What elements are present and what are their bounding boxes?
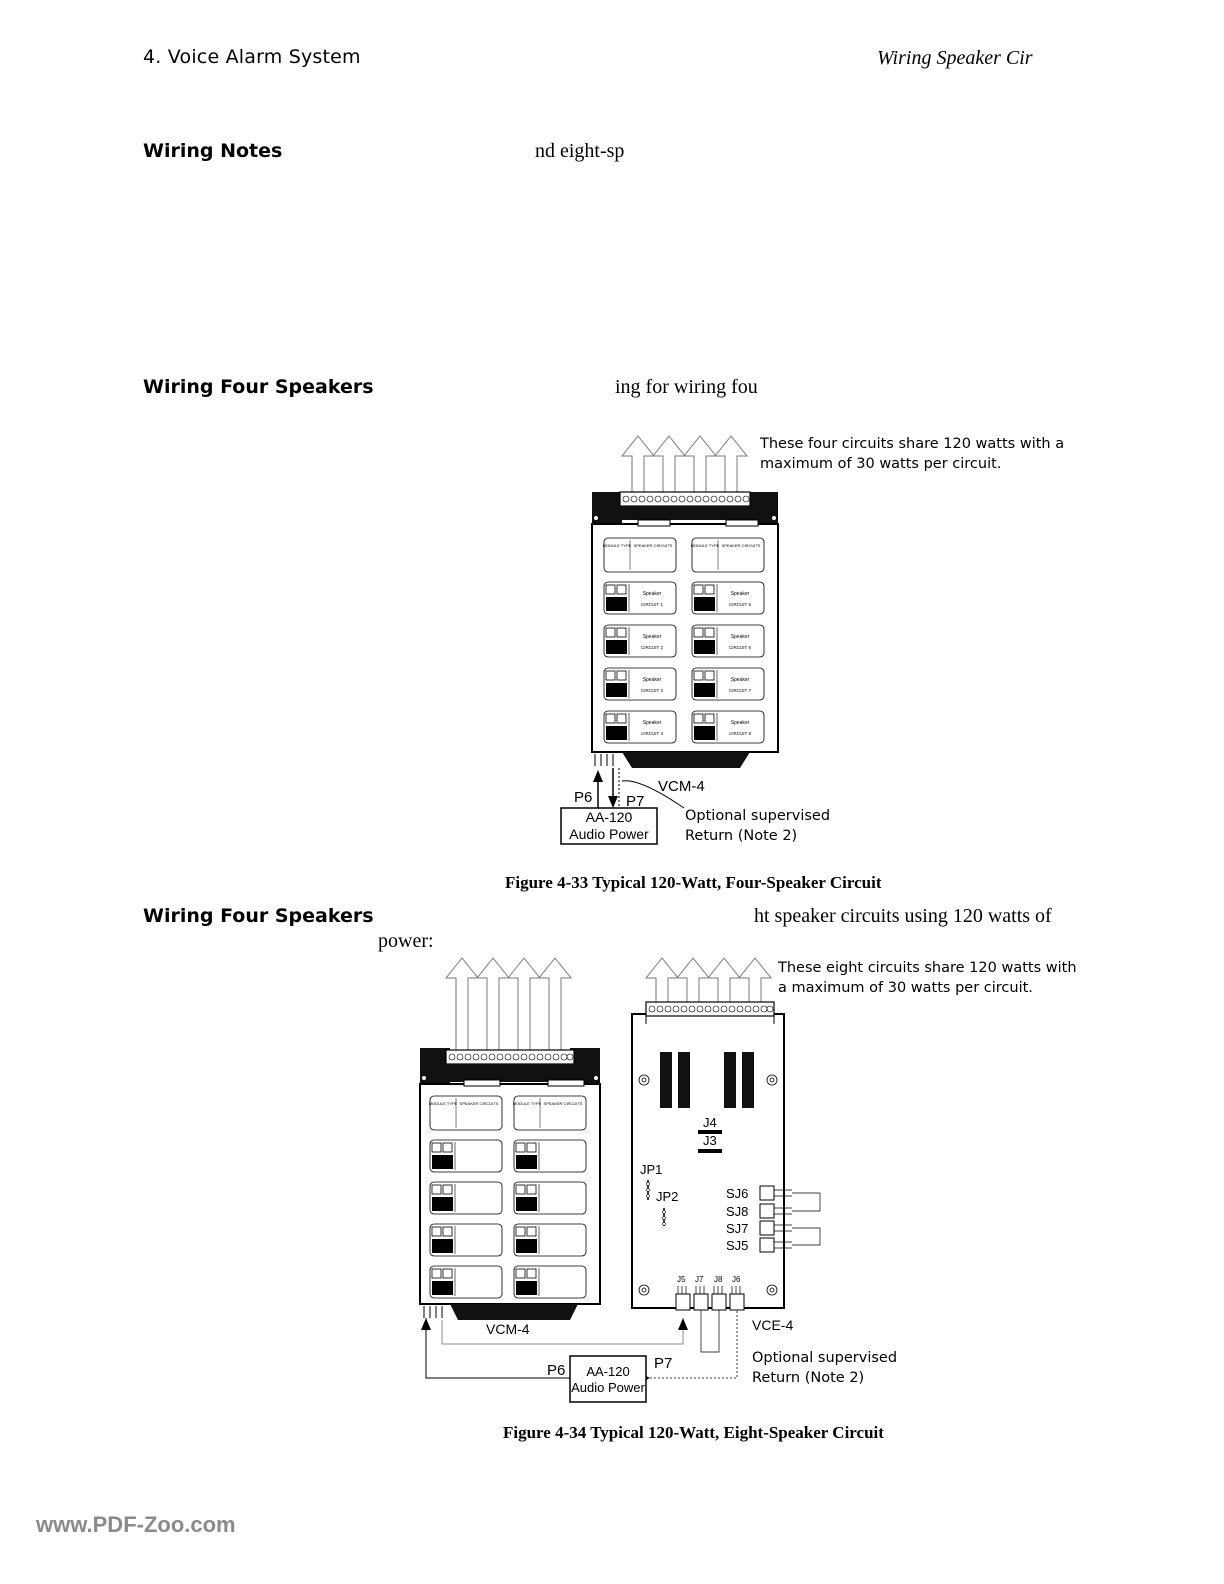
f34-circuit-card-3 bbox=[430, 1224, 502, 1256]
figure-4-34-caption: Figure 4-34 Typical 120-Watt, Eight-Speaker Circuit bbox=[503, 1423, 884, 1442]
figure-4-34-diagram bbox=[410, 952, 870, 1404]
figure-33-return-line-2: Return (Note 2) bbox=[685, 828, 798, 844]
socket-sj5-label: SJ5 bbox=[726, 1238, 749, 1253]
f33-circuit-text-2: CIRCUIT 2 bbox=[641, 645, 663, 650]
card-header-module-type-left: MODULE TYPE bbox=[602, 543, 632, 548]
power-supply-sublabel-f33: Audio Power bbox=[569, 826, 649, 842]
section-heading-wiring-four-speakers: Wiring Four Speakers bbox=[143, 376, 374, 398]
f34-circuit-card-6 bbox=[514, 1182, 586, 1214]
f33-circuit-card-1 bbox=[604, 582, 676, 614]
f33-circuit-text-6: CIRCUIT 6 bbox=[729, 645, 751, 650]
f33-circuit-card-5 bbox=[692, 582, 764, 614]
connector-j8-label: J8 bbox=[714, 1275, 723, 1284]
socket-sj6-label: SJ6 bbox=[726, 1186, 749, 1201]
section-text-wiring-eight-speakers-cont: power: bbox=[378, 930, 434, 952]
jumper-jp2-label: JP2 bbox=[656, 1189, 679, 1204]
connector-j5-label: J5 bbox=[677, 1275, 686, 1284]
power-supply-label-f34: AA-120 bbox=[586, 1364, 630, 1379]
card-header-module-type-right: MODULE TYPE bbox=[690, 543, 720, 548]
vcm4-card-header-module-type-right: MODULE TYPE bbox=[512, 1101, 542, 1106]
f33-circuit-text-3: CIRCUIT 3 bbox=[641, 688, 663, 693]
section-text-wiring-four-speakers: ing for wiring fou bbox=[615, 376, 758, 398]
vcm4-card-header-speaker-circuits-left: SPEAKER CIRCUITS bbox=[459, 1101, 499, 1106]
power-supply-label-f33: AA-120 bbox=[585, 809, 633, 825]
figure-34-note-line-2: a maximum of 30 watts per circuit. bbox=[778, 980, 1033, 996]
f33-circuit-text-8: CIRCUIT 8 bbox=[729, 731, 751, 736]
f33-circuit-text-1: CIRCUIT 1 bbox=[641, 602, 663, 607]
vcm4-card-header-module-type-left: MODULE TYPE bbox=[428, 1101, 458, 1106]
jumper-jp1-label: JP1 bbox=[640, 1162, 663, 1177]
f34-circuit-card-1 bbox=[430, 1140, 502, 1172]
f33-speaker-text-8: Speaker bbox=[730, 720, 750, 726]
f34-circuit-card-4 bbox=[430, 1266, 502, 1298]
f34-circuit-card-2 bbox=[430, 1182, 502, 1214]
f34-circuit-card-8 bbox=[514, 1266, 586, 1298]
f33-speaker-text-7: Speaker bbox=[730, 677, 750, 683]
figure-34-return-line-2: Return (Note 2) bbox=[752, 1370, 865, 1386]
figure-33-note bbox=[760, 434, 1064, 474]
f33-speaker-text-6: Speaker bbox=[730, 634, 750, 640]
f33-circuit-card-2 bbox=[604, 625, 676, 657]
f33-circuit-card-6 bbox=[692, 625, 764, 657]
f33-circuit-card-3 bbox=[604, 668, 676, 700]
connector-j6-label: J6 bbox=[732, 1275, 741, 1284]
p7-label-f34: P7 bbox=[654, 1355, 673, 1372]
section-heading-wiring-eight-speakers: Wiring Four Speakers bbox=[143, 905, 374, 927]
jumper-j4-label: J4 bbox=[703, 1115, 717, 1130]
p6-label-f34: P6 bbox=[547, 1362, 566, 1379]
vcm4-card-header-speaker-circuits-right: SPEAKER CIRCUITS bbox=[543, 1101, 583, 1106]
f34-circuit-card-5 bbox=[514, 1140, 586, 1172]
figure-33-return-line-1: Optional supervised bbox=[685, 808, 831, 824]
section-text-wiring-eight-speakers: ht speaker circuits using 120 watts of bbox=[754, 905, 1052, 927]
figure-34-note-line-1: These eight circuits share 120 watts with bbox=[778, 960, 1077, 976]
power-supply-sublabel-f34: Audio Power bbox=[571, 1380, 645, 1395]
f33-speaker-text-1: Speaker bbox=[642, 591, 662, 597]
figure-4-33-caption: Figure 4-33 Typical 120-Watt, Four-Speaker Circuit bbox=[505, 873, 882, 892]
card-header-speaker-circuits-left: SPEAKER CIRCUITS bbox=[633, 543, 673, 548]
f33-circuit-card-8 bbox=[692, 711, 764, 743]
figure-33-note-line-2: maximum of 30 watts per circuit. bbox=[760, 456, 1002, 472]
card-header-speaker-circuits-right: SPEAKER CIRCUITS bbox=[721, 543, 761, 548]
figure-4-33-diagram bbox=[560, 428, 840, 848]
jumper-j3-label: J3 bbox=[703, 1133, 717, 1148]
figure-33-return-note bbox=[685, 806, 830, 846]
f34-circuit-card-7 bbox=[514, 1224, 586, 1256]
f33-circuit-card-4 bbox=[604, 711, 676, 743]
socket-sj8-label: SJ8 bbox=[726, 1204, 749, 1219]
p7-label-f33: P7 bbox=[626, 793, 645, 810]
module-label-vcm4-f34: VCM-4 bbox=[486, 1321, 530, 1337]
f33-circuit-card-7 bbox=[692, 668, 764, 700]
socket-sj7-label: SJ7 bbox=[726, 1221, 749, 1236]
running-header-section: 4. Voice Alarm System bbox=[143, 46, 361, 68]
f33-speaker-text-3: Speaker bbox=[642, 677, 662, 683]
connector-j7-label: J7 bbox=[695, 1275, 704, 1284]
f33-circuit-text-5: CIRCUIT 5 bbox=[729, 602, 751, 607]
f33-circuit-text-7: CIRCUIT 7 bbox=[729, 688, 751, 693]
figure-34-return-line-1: Optional supervised bbox=[752, 1350, 898, 1366]
module-label-vce4: VCE-4 bbox=[752, 1317, 794, 1333]
figure-34-return-note bbox=[752, 1348, 897, 1388]
watermark: www.PDF-Zoo.com bbox=[36, 1512, 236, 1537]
p6-label-f33: P6 bbox=[574, 789, 593, 806]
running-header-title: Wiring Speaker Cir bbox=[877, 47, 1033, 69]
section-text-wiring-notes: nd eight-sp bbox=[535, 140, 625, 162]
f33-circuit-text-4: CIRCUIT 4 bbox=[641, 731, 663, 736]
f33-speaker-text-2: Speaker bbox=[642, 634, 662, 640]
f33-speaker-text-4: Speaker bbox=[642, 720, 662, 726]
module-label-vcm4-f33: VCM-4 bbox=[658, 778, 705, 795]
figure-33-note-line-1: These four circuits share 120 watts with a bbox=[760, 436, 1065, 452]
section-heading-wiring-notes: Wiring Notes bbox=[143, 140, 283, 162]
figure-34-note bbox=[778, 958, 1077, 998]
f33-speaker-text-5: Speaker bbox=[730, 591, 750, 597]
